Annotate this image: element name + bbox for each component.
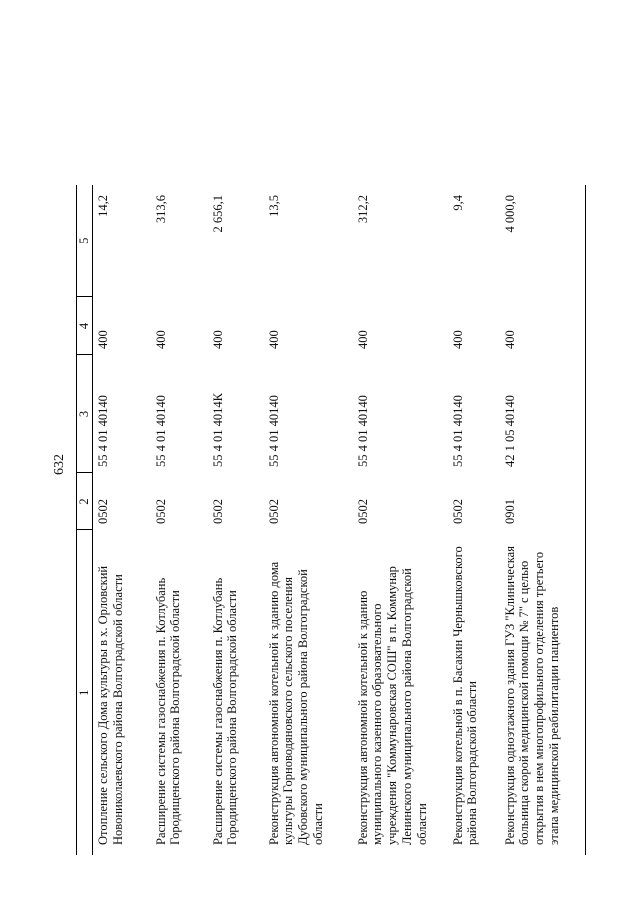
section-code: 0502 — [96, 499, 110, 524]
target-code: 55 4 01 40140 — [355, 395, 370, 467]
expense-type: 400 — [502, 330, 517, 349]
column-header: 5 — [77, 185, 93, 297]
amount: 9,4 — [450, 195, 465, 211]
section-code: 0502 — [266, 499, 281, 524]
column-number-row — [77, 185, 93, 855]
expense-type: 400 — [355, 330, 370, 349]
target-code: 55 4 01 40140 — [153, 395, 168, 467]
table-row — [500, 185, 586, 855]
expense-type: 400 — [210, 330, 225, 349]
object-name: Расширение системы газоснабжения п. Котлубань Городищенского района Волгоградской области — [153, 577, 183, 845]
object-name: Реконструкция автономной котельной к зданию дома культуры Горноводяновского сельского поселения Дубовского муниципального района Волгоградской области — [266, 561, 325, 845]
expense-type: 400 — [153, 330, 168, 349]
amount: 312,2 — [355, 195, 370, 224]
amount: 14,2 — [96, 195, 110, 217]
page-number: 632 — [52, 454, 67, 475]
table-row — [448, 185, 500, 855]
table-row — [353, 185, 448, 855]
object-name: Реконструкция автономной котельной к зданию муниципального казенного образовательного учреждения "Коммунаровская СОШ" в п. Коммунар Ленинского муниципального района Волгоградской области — [355, 566, 429, 845]
table-row — [93, 185, 151, 855]
object-name: Отопление сельского Дома культуры в х. Орловский Новониколаевского района Волгоградской области — [96, 565, 125, 845]
amount: 2 656,1 — [210, 195, 225, 233]
section-code: 0901 — [502, 499, 517, 524]
column-header: 2 — [77, 473, 93, 530]
object-name: Расширение системы газоснабжения п. Котлубань Городищенского района Волгоградской области — [210, 577, 240, 845]
target-code: 42 1 05 40140 — [502, 395, 517, 467]
target-code: 55 4 01 40140 — [96, 395, 110, 467]
table-row — [208, 185, 264, 855]
section-code: 0502 — [153, 499, 168, 524]
table-row — [264, 185, 353, 855]
target-code: 55 4 01 40140 — [266, 395, 281, 467]
amount: 13,5 — [266, 195, 281, 217]
target-code: 55 4 01 40140 — [450, 395, 465, 467]
expense-type: 400 — [266, 330, 281, 349]
budget-table — [76, 185, 586, 855]
object-name: Реконструкция одноэтажного здания ГУЗ "Клиническая больница скорой медицинской помощи № 7" с целью открытия в нем многопрофильного отделения третьего этапа медицинской реабилитации пациентов — [502, 546, 561, 845]
section-code: 0502 — [210, 499, 225, 524]
column-header: 4 — [77, 297, 93, 355]
amount: 4 000,0 — [502, 195, 517, 233]
section-code: 0502 — [450, 499, 465, 524]
expense-type: 400 — [96, 330, 110, 349]
target-code: 55 4 01 4014К — [210, 393, 225, 467]
column-header: 1 — [77, 530, 93, 855]
amount: 313,6 — [153, 195, 168, 224]
section-code: 0502 — [355, 499, 370, 524]
table-row — [151, 185, 208, 855]
column-header: 3 — [77, 355, 93, 473]
object-name: Реконструкция котельной в п. Басакин Чернышковского района Волгоградской области — [450, 546, 480, 845]
expense-type: 400 — [450, 330, 465, 349]
